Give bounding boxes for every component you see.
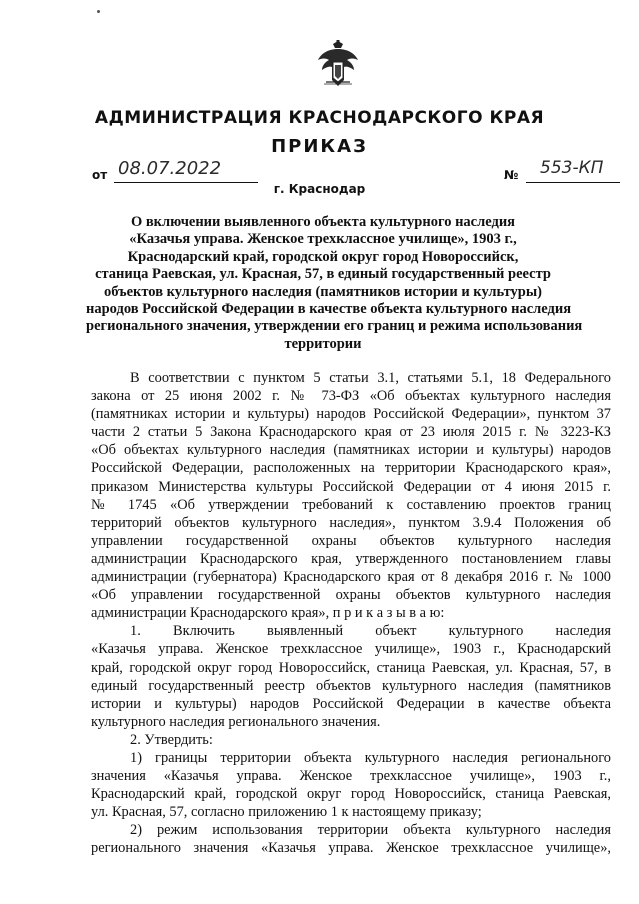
text-line: единый государственный реестр объектов культурного наследия (памятников [91,677,611,694]
text-line: культурного наследия регионального значения. [91,713,381,730]
text-line: ул. Красная, 57, согласно приложению 1 к настоящему приказу; [91,804,482,821]
text-line: (памятниках истории и культуры) народов Российской Федерации», пунктом 37 [91,406,611,423]
text-line: закона от 25 июня 2002 г. № 73-ФЗ «Об объектах культурного наследия [91,388,611,405]
title-line: О включении выявленного объекта культурного наследия [130,214,516,230]
text-line: № 1745 «Об утверждении требований к составлению проектов границ [91,496,611,513]
text-line: 2) режим использования территории объекта культурного наследия [130,822,611,839]
title-line: «Казачья управа. Женское трехклассное училище», 1903 г., [129,231,517,248]
text-line: управлении государственной охраны объектов культурного наследия [91,532,611,549]
organization-name: АДМИНИСТРАЦИЯ КРАСНОДАРСКОГО КРАЯ [94,108,545,128]
text-line: территорий объектов культурного наследия», пунктом 3.9.4 Положения об [91,514,611,531]
title-line: объектов культурного наследия (памятников истории и культуры) [103,283,542,300]
text-line: части 2 статьи 5 Закона Краснодарского края от 23 июля 2015 г. № 3223-КЗ [91,424,611,441]
text-line: В соответствии с пунктом 5 статьи 3.1, статьями 5.1, 18 Федерального [130,370,611,386]
coat-of-arms-emblem [316,40,360,88]
text-line: значения «Казачья управа. Женское трехклассное училище», 1903 г., [91,768,611,785]
text-line: «Об объектах культурного наследия (памятниках истории и культуры) народов [91,442,611,459]
text-line: «Об управлении государственной охраны объектов культурного наследия [91,587,611,604]
paragraph-item-1 [91,622,611,731]
text-line: администрации Краснодарского края, утвержденного постановлением главы [91,550,611,567]
text-line: администрации Краснодарского края», п р и к а з ы в а ю: [91,605,445,622]
scan-speck [97,10,100,13]
document-title [86,214,583,353]
text-line: 2. Утвердить: [130,731,213,748]
document-body [91,369,611,858]
text-line: «Казачья управа. Женское трехклассное училище», 1903 г., Краснодарский [91,641,611,658]
text-line: край, городской округ город Новороссийск, станица Раевская, ул. Красная, 57, в [91,659,611,676]
paragraph-preamble [91,369,611,622]
text-line: Российской Федерации, расположенных на территории Краснодарского края», [91,460,611,477]
document-number-field: 553-КП [526,158,620,183]
date-field: 08.07.2022 [114,158,258,183]
title-line: Краснодарский край, городской округ город Новороссийск, [127,248,519,265]
text-line: администрации (губернатора) Краснодарского края от 8 декабря 2016 г. № 1000 [91,569,611,586]
text-line: истории и культуры) народов Российской Федерации в качестве объекта [91,695,611,712]
title-line: станица Раевская, ул. Красная, 57, в единый государственный реестр [95,266,551,283]
title-line: народов Российской Федерации в качестве объекта культурного наследия [86,301,572,318]
date-prefix: от [92,168,108,182]
text-line: Краснодарский край, городской округ город Новороссийск, станица Раевская, [91,786,611,803]
text-line: 1. Включить выявленный объект культурного наследия [130,623,611,640]
text-line: регионального значения «Казачья управа. Женское трехклассное училище», [91,840,611,857]
city: г. Краснодар [273,182,366,196]
paragraph-item-2-2 [91,821,611,857]
text-line: 1) границы территории объекта культурного наследия регионального [130,749,611,766]
title-line: регионального значения, утверждении его границ и режима использования [86,318,583,335]
paragraph-item-2 [91,731,611,749]
number-prefix: № [504,168,519,182]
paragraph-item-2-1 [91,749,611,821]
text-line: приказом Министерства культуры Российской Федерации от 4 июня 2015 г. [91,478,611,495]
document-type: ПРИКАЗ [271,136,368,157]
title-line: территории [284,335,362,352]
